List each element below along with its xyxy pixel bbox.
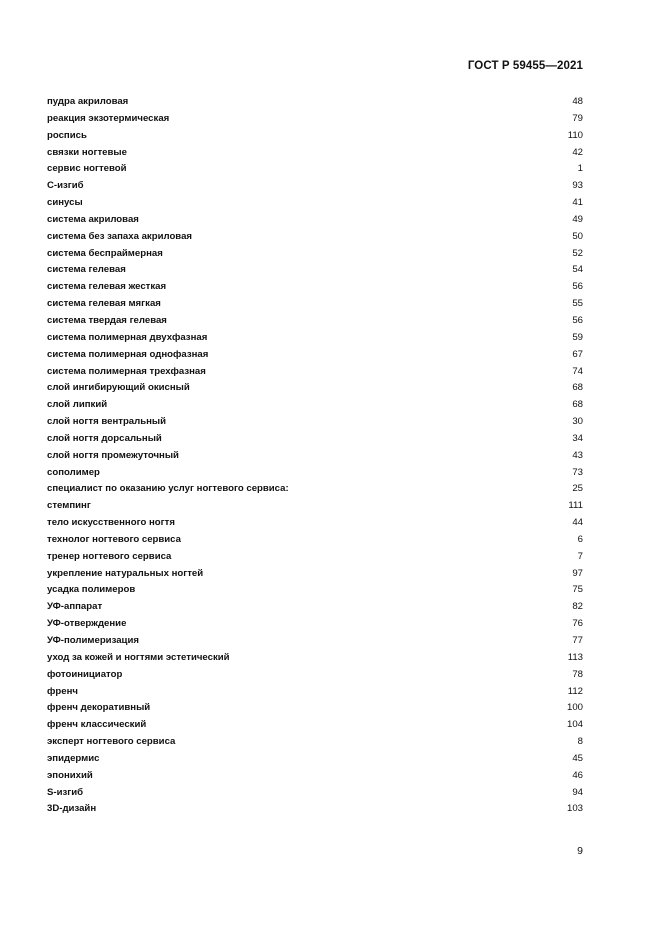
index-page-ref: 100 bbox=[566, 702, 583, 714]
index-page-ref: 76 bbox=[572, 618, 583, 630]
index-page-ref: 48 bbox=[572, 96, 583, 107]
index-entry bbox=[47, 481, 583, 498]
index-term: S-изгиб bbox=[47, 786, 84, 798]
index-page-ref: 56 bbox=[572, 314, 583, 326]
index-entry bbox=[47, 246, 583, 263]
index-entry bbox=[47, 178, 583, 195]
index-term: сополимер bbox=[47, 466, 100, 478]
index-entry bbox=[47, 313, 583, 330]
index-entry bbox=[47, 448, 583, 465]
index-entry bbox=[47, 364, 583, 381]
index-term: система гелевая мягкая bbox=[47, 298, 161, 310]
index-entry bbox=[47, 111, 583, 128]
index-term: слой липкий bbox=[47, 399, 108, 411]
index-term: усадка полимеров bbox=[47, 584, 136, 596]
index-entry bbox=[47, 532, 583, 549]
index-page-ref: 67 bbox=[572, 348, 583, 360]
index-entry bbox=[47, 397, 583, 414]
index-term: слой ингибирующий окисный bbox=[47, 382, 190, 394]
index-entry bbox=[47, 195, 583, 212]
index-entry bbox=[47, 633, 583, 650]
index-page-ref: 7 bbox=[577, 550, 583, 562]
index-page-ref: 104 bbox=[566, 719, 583, 731]
index-page-ref: 73 bbox=[572, 466, 583, 478]
index-page-ref: 50 bbox=[572, 230, 583, 242]
index-term: реакция экзотермическая bbox=[47, 112, 170, 124]
index-entry bbox=[47, 330, 583, 347]
index-term: технолог ногтевого сервиса bbox=[47, 533, 181, 545]
index-entry bbox=[47, 599, 583, 616]
index-entry bbox=[47, 667, 583, 684]
index-term: стемпинг bbox=[47, 500, 91, 512]
index-entry bbox=[47, 296, 583, 313]
page-number: 9 bbox=[577, 845, 583, 857]
index-entry bbox=[47, 498, 583, 515]
index-page-ref: 68 bbox=[572, 382, 583, 394]
index-term: эпонихий bbox=[47, 769, 93, 781]
index-page-ref: 97 bbox=[572, 567, 583, 579]
index-term: система гелевая bbox=[47, 264, 126, 276]
index-term: специалист по оказанию услуг ногтевого сервиса: bbox=[47, 483, 289, 495]
index-term: слой ногтя вентральный bbox=[47, 416, 167, 428]
index-page-ref: 41 bbox=[572, 197, 583, 209]
index-term: френч bbox=[47, 685, 78, 697]
index-page-ref: 74 bbox=[572, 365, 583, 377]
index-term: эксперт ногтевого сервиса bbox=[47, 736, 176, 748]
index-entry bbox=[47, 94, 583, 111]
index-entry bbox=[47, 229, 583, 246]
index-term: система полимерная однофазная bbox=[47, 348, 209, 360]
index-page-ref: 75 bbox=[572, 584, 583, 596]
index-term: система беспраймерная bbox=[47, 247, 163, 259]
index-page-ref: 93 bbox=[572, 180, 583, 192]
index-term: эпидермис bbox=[47, 752, 100, 764]
index-term: пудра акриловая bbox=[47, 96, 129, 107]
index-page-ref: 56 bbox=[572, 281, 583, 293]
index-term: система акриловая bbox=[47, 213, 139, 225]
index-entry bbox=[47, 212, 583, 229]
index-page-ref: 46 bbox=[572, 769, 583, 781]
index-page-ref: 94 bbox=[572, 786, 583, 798]
index-entry bbox=[47, 145, 583, 162]
index-term: сервис ногтевой bbox=[47, 163, 127, 175]
index-term: система твердая гелевая bbox=[47, 314, 167, 326]
index-page-ref: 82 bbox=[572, 601, 583, 613]
index-page-ref: 55 bbox=[572, 298, 583, 310]
index-page-ref: 111 bbox=[568, 500, 583, 512]
document-id-header: ГОСТ Р 59455—2021 bbox=[467, 60, 583, 72]
index-term: слой ногтя дорсальный bbox=[47, 432, 162, 444]
index-page-ref: 6 bbox=[577, 533, 583, 545]
index-term: 3D-дизайн bbox=[47, 803, 97, 815]
index-page-ref: 54 bbox=[572, 264, 583, 276]
index-term: укрепление натуральных ногтей bbox=[47, 567, 204, 579]
index-page-ref: 1 bbox=[577, 163, 583, 175]
index-entry bbox=[47, 465, 583, 482]
alphabetical-index-list bbox=[47, 94, 583, 818]
index-page-ref: 42 bbox=[572, 146, 583, 158]
index-term: УФ-отверждение bbox=[47, 618, 127, 630]
index-entry bbox=[47, 431, 583, 448]
index-page-ref: 44 bbox=[572, 517, 583, 529]
index-page-ref: 112 bbox=[567, 685, 583, 697]
index-entry bbox=[47, 700, 583, 717]
index-page-ref: 52 bbox=[572, 247, 583, 259]
index-page-ref: 113 bbox=[567, 651, 583, 663]
index-entry bbox=[47, 347, 583, 364]
index-page-ref: 30 bbox=[572, 416, 583, 428]
index-term: система полимерная двухфазная bbox=[47, 331, 208, 343]
index-page-ref: 110 bbox=[567, 129, 583, 141]
index-page-ref: 78 bbox=[572, 668, 583, 680]
index-entry bbox=[47, 549, 583, 566]
index-term: тренер ногтевого сервиса bbox=[47, 550, 172, 562]
index-term: слой ногтя промежуточный bbox=[47, 449, 179, 461]
index-page-ref: 34 bbox=[572, 432, 583, 444]
index-term: фотоинициатор bbox=[47, 668, 123, 680]
index-term: С-изгиб bbox=[47, 180, 84, 192]
index-term: УФ-аппарат bbox=[47, 601, 103, 613]
index-term: тело искусственного ногтя bbox=[47, 517, 175, 529]
index-term: роспись bbox=[47, 129, 87, 141]
index-term: френч классический bbox=[47, 719, 147, 731]
index-page-ref: 59 bbox=[572, 331, 583, 343]
index-term: связки ногтевые bbox=[47, 146, 127, 158]
index-entry bbox=[47, 734, 583, 751]
index-term: УФ-полимеризация bbox=[47, 635, 139, 646]
index-entry bbox=[47, 128, 583, 145]
index-page-ref: 103 bbox=[566, 803, 583, 815]
index-entry bbox=[47, 768, 583, 785]
index-term: система гелевая жесткая bbox=[47, 281, 167, 293]
index-page-ref: 79 bbox=[572, 112, 583, 124]
index-page-ref: 77 bbox=[572, 635, 583, 646]
index-entry bbox=[47, 582, 583, 599]
index-term: уход за кожей и ногтями эстетический bbox=[47, 651, 230, 663]
index-entry bbox=[47, 785, 583, 802]
index-term: синусы bbox=[47, 197, 83, 209]
index-term: система без запаха акриловая bbox=[47, 230, 193, 242]
index-entry bbox=[47, 566, 583, 583]
index-entry bbox=[47, 414, 583, 431]
index-entry bbox=[47, 751, 583, 768]
index-page-ref: 25 bbox=[572, 483, 583, 495]
index-page-ref: 45 bbox=[572, 752, 583, 764]
index-page-ref: 68 bbox=[572, 399, 583, 411]
index-entry bbox=[47, 616, 583, 633]
index-page-ref: 49 bbox=[572, 213, 583, 225]
index-entry bbox=[47, 380, 583, 397]
index-entry bbox=[47, 717, 583, 734]
index-term: система полимерная трехфазная bbox=[47, 365, 206, 377]
index-entry bbox=[47, 161, 583, 178]
index-entry bbox=[47, 279, 583, 296]
index-entry bbox=[47, 515, 583, 532]
index-page-ref: 43 bbox=[572, 449, 583, 461]
index-entry bbox=[47, 650, 583, 667]
index-page-ref: 8 bbox=[577, 736, 583, 748]
index-entry bbox=[47, 801, 583, 818]
index-entry bbox=[47, 684, 583, 701]
index-term: френч декоративный bbox=[47, 702, 151, 714]
index-entry bbox=[47, 262, 583, 279]
